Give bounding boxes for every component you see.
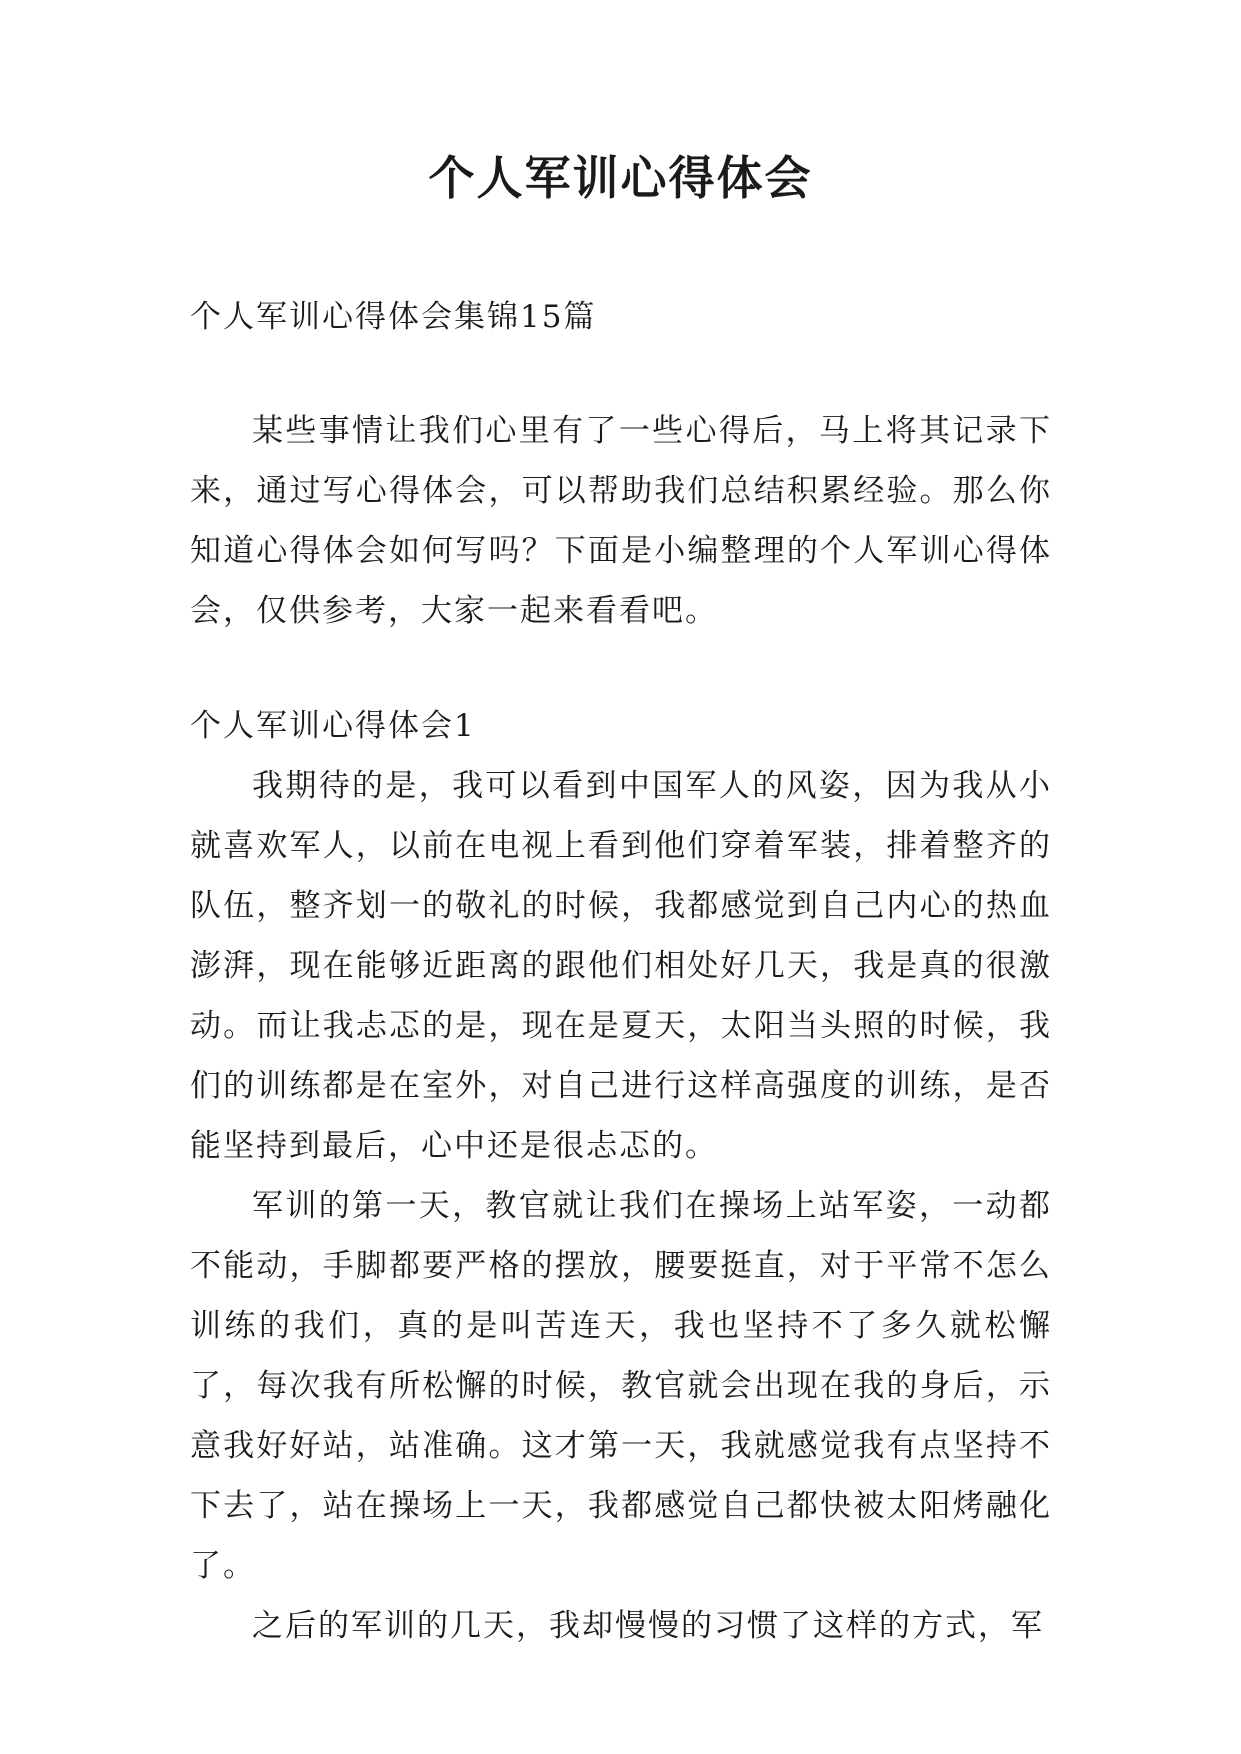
document-title: 个人军训心得体会 (428, 151, 813, 205)
section-heading (190, 696, 1052, 756)
subtitle-text: 个人军训心得体会集锦15篇 (190, 299, 597, 335)
document-subtitle (190, 287, 1052, 347)
section-body (190, 756, 1052, 1656)
body-paragraph: 之后的军训的几天，我却慢慢的习惯了这样的方式，军 (252, 1608, 1044, 1644)
body-paragraph: 我期待的是，我可以看到中国军人的风姿，因为我从小就喜欢军人，以前在电视上看到他们穿着军装，排着整齐的队伍，整齐划一的敬礼的时候，我都感觉到自己内心的热血澎湃，现在能够近距离的跟他们相处好几天，我是真的很激动。而让我忐忑的是，现在是夏天，太阳当头照的时候，我们的训练都是在室外，对自己进行这样高强度的训练，是否能坚持到最后，心中还是很忐忑的。 (190, 768, 1052, 1164)
intro-paragraph (190, 401, 1052, 641)
intro-text: 某些事情让我们心里有了一些心得后，马上将其记录下来，通过写心得体会，可以帮助我们总结积累经验。那么你知道心得体会如何写吗？下面是小编整理的个人军训心得体会，仅供参考，大家一起来看看吧。 (190, 413, 1052, 629)
body-paragraph: 军训的第一天，教官就让我们在操场上站军姿，一动都不能动，手脚都要严格的摆放，腰要挺直，对于平常不怎么训练的我们，真的是叫苦连天，我也坚持不了多久就松懈了，每次我有所松懈的时候，教官就会出现在我的身后，示意我好好站，站准确。这才第一天，我就感觉我有点坚持不下去了，站在操场上一天，我都感觉自己都快被太阳烤融化了。 (190, 1188, 1052, 1584)
section-heading-text: 个人军训心得体会1 (190, 708, 476, 744)
